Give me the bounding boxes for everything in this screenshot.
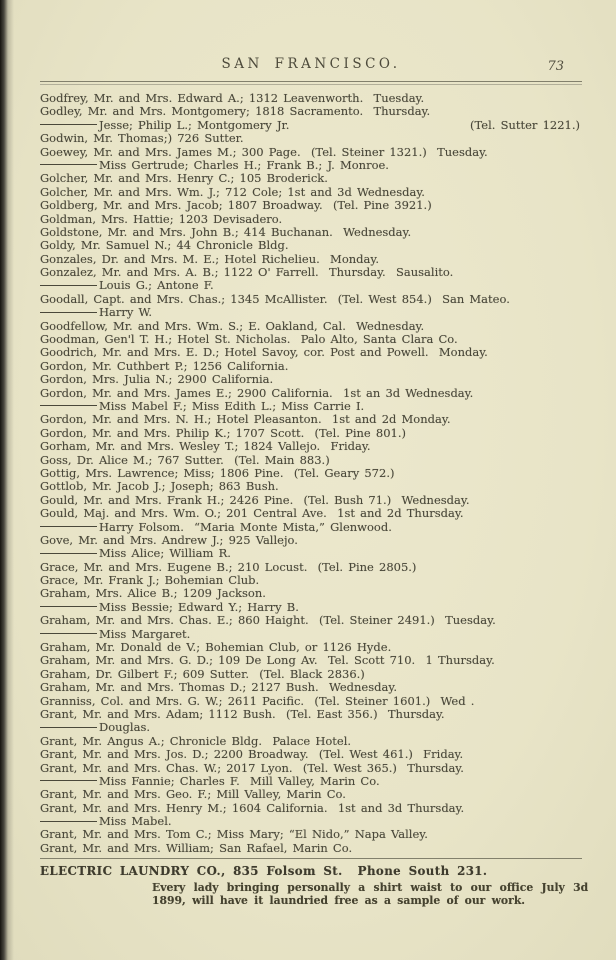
entry-text: Gordon, Mr. and Mrs. James E.; 2900 California. 1st an 3d Wednesday. <box>40 385 474 400</box>
directory-entry <box>40 92 582 105</box>
ditto-dash <box>40 405 97 406</box>
entry-text: Goodrich, Mr. and Mrs. E. D.; Hotel Savoy, cor. Post and Powell. Monday. <box>40 345 488 360</box>
directory-entry <box>40 413 582 426</box>
directory-entry <box>40 815 582 828</box>
directory-entry <box>40 373 582 386</box>
directory-entry <box>40 748 582 761</box>
entry-text: Grant, Mr. and Mrs. Geo. F.; Mill Valley, Marin Co. <box>40 787 346 802</box>
directory-entry <box>40 159 582 172</box>
ad-body-line-2: 1899, will have it laundried free as a sample of our work. <box>152 894 526 908</box>
directory-entry <box>40 587 582 600</box>
footer-rule <box>40 858 582 859</box>
entry-text: Graham, Mr. and Mrs. G. D.; 109 De Long Av. Tel. Scott 710. 1 Thursday. <box>40 653 495 668</box>
directory-entry <box>40 253 582 266</box>
entry-text: Miss Mabel F.; Miss Edith L.; Miss Carrie I. <box>40 399 364 413</box>
entry-text: Graham, Mr. and Mrs. Chas. E.; 860 Haight. (Tel. Steiner 2491.) Tuesday. <box>40 613 496 628</box>
entry-text: Graham, Dr. Gilbert F.; 609 Sutter. (Tel. Black 2836.) <box>40 666 365 681</box>
scan-edge-shadow <box>0 0 14 960</box>
entry-text: Douglas. <box>40 720 150 734</box>
page <box>40 56 589 908</box>
ditto-dash <box>40 606 97 607</box>
directory-entry <box>40 454 582 467</box>
page-number: 73 <box>547 59 564 74</box>
directory-entry <box>40 614 582 627</box>
ditto-dash <box>40 821 97 822</box>
ditto-dash <box>40 164 97 165</box>
entry-text: Miss Gertrude; Charles H.; Frank B.; J. Monroe. <box>40 158 389 172</box>
entry-text: Goss, Dr. Alice M.; 767 Sutter. (Tel. Main 883.) <box>40 452 330 467</box>
directory-entry <box>40 775 582 788</box>
directory-entry <box>40 534 582 547</box>
entry-telephone: (Tel. Sutter 1221.) <box>470 117 580 132</box>
page-header <box>40 56 582 78</box>
entry-text: Goodman, Gen'l T. H.; Hotel St. Nicholas. Palo Alto, Santa Clara Co. <box>40 332 458 347</box>
entry-text: Grant, Mr. and Mrs. Adam; 1112 Bush. (Tel. East 356.) Thursday. <box>40 706 445 721</box>
directory-entry <box>40 494 582 507</box>
entry-text: Gordon, Mr. and Mrs. N. H.; Hotel Pleasanton. 1st and 2d Monday. <box>40 412 451 427</box>
entry-text: Gordon, Mr. and Mrs. Philip K.; 1707 Scott. (Tel. Pine 801.) <box>40 425 406 440</box>
entry-text: Graham, Mrs. Alice B.; 1209 Jackson. <box>40 586 266 601</box>
directory-entry <box>40 132 582 145</box>
entry-text: Miss Mabel. <box>40 814 172 828</box>
entry-text: Gould, Mr. and Mrs. Frank H.; 2426 Pine. (Tel. Bush 71.) Wednesday. <box>40 492 470 507</box>
entry-text: Grant, Mr. and Mrs. Jos. D.; 2200 Broadway. (Tel. West 461.) Friday. <box>40 747 464 762</box>
entry-text: Miss Margaret. <box>40 627 190 641</box>
directory-entry <box>40 681 582 694</box>
directory-entry <box>40 199 582 212</box>
directory-entry <box>40 654 582 667</box>
entry-text: Gonzalez, Mr. and Mrs. A. B.; 1122 O' Farrell. Thursday. Sausalito. <box>40 265 454 280</box>
directory-entry <box>40 547 582 560</box>
ditto-dash <box>40 285 97 286</box>
entry-text: Graham, Mr. Donald de V.; Bohemian Club, or 1126 Hyde. <box>40 640 392 655</box>
ditto-dash <box>40 312 97 313</box>
entry-text: Harry W. <box>40 305 152 319</box>
directory-entry <box>40 266 582 279</box>
directory-entry <box>40 480 582 493</box>
directory-entry <box>40 842 582 855</box>
entry-text: Gonzales, Dr. and Mrs. M. E.; Hotel Richelieu. Monday. <box>40 251 380 266</box>
directory-entry <box>40 507 582 520</box>
entry-text: Gove, Mr. and Mrs. Andrew J.; 925 Vallejo. <box>40 532 298 547</box>
ditto-dash <box>40 526 97 527</box>
entry-text: Gottlob, Mr. Jacob J.; Joseph; 863 Bush. <box>40 479 279 494</box>
entry-text: Goodfellow, Mr. and Mrs. Wm. S.; E. Oakland, Cal. Wednesday. <box>40 318 425 333</box>
directory-entry <box>40 320 582 333</box>
entry-text: Goldstone, Mr. and Mrs. John B.; 414 Buchanan. Wednesday. <box>40 224 412 239</box>
directory-entry <box>40 293 582 306</box>
entry-text: Godwin, Mr. Thomas;) 726 Sutter. <box>40 131 244 146</box>
directory-entry <box>40 788 582 801</box>
directory-entry <box>40 213 582 226</box>
ad-body-line-1: Every lady bringing personally a shirt waist to our office July 3d <box>152 881 589 895</box>
ditto-dash <box>40 727 97 728</box>
ad-company-line: ELECTRIC LAUNDRY CO., 835 Folsom St. Phone South 231. <box>40 864 488 879</box>
entry-text: Miss Bessie; Edward Y.; Harry B. <box>40 600 299 614</box>
directory-entry <box>40 239 582 252</box>
entry-text: Grant, Mr. and Mrs. Chas. W.; 2017 Lyon. (Tel. West 365.) Thursday. <box>40 760 464 775</box>
directory-entry <box>40 279 582 292</box>
directory-entry <box>40 186 582 199</box>
directory-entry <box>40 561 582 574</box>
directory-entry <box>40 387 582 400</box>
directory-entry <box>40 721 582 734</box>
page-title: SAN FRANCISCO. <box>221 56 401 72</box>
directory-entry <box>40 440 582 453</box>
entry-text: Goodall, Capt. and Mrs. Chas.; 1345 McAllister. (Tel. West 854.) San Mateo. <box>40 291 510 306</box>
entry-text: Graham, Mr. and Mrs. Thomas D.; 2127 Bush. Wednesday. <box>40 680 397 695</box>
directory-entry <box>40 828 582 841</box>
entry-text: Gordon, Mrs. Julia N.; 2900 California. <box>40 372 274 387</box>
directory-entry <box>40 641 582 654</box>
directory-entry <box>40 427 582 440</box>
entry-text: Goewey, Mr. and Mrs. James M.; 300 Page. (Tel. Steiner 1321.) Tuesday. <box>40 144 488 159</box>
entry-text: Gorham, Mr. and Mrs. Wesley T.; 1824 Vallejo. Friday. <box>40 439 371 454</box>
ditto-dash <box>40 124 97 125</box>
entry-text: Gordon, Mr. Cuthbert P.; 1256 California. <box>40 358 289 373</box>
entry-text: Grace, Mr. and Mrs. Eugene B.; 210 Locust. (Tel. Pine 2805.) <box>40 559 417 574</box>
directory-list <box>40 92 582 855</box>
entry-text: Goldberg, Mr. and Mrs. Jacob; 1807 Broadway. (Tel. Pine 3921.) <box>40 198 432 213</box>
directory-entry <box>40 333 582 346</box>
directory-entry <box>40 360 582 373</box>
directory-entry <box>40 601 582 614</box>
directory-entry <box>40 762 582 775</box>
directory-entry <box>40 467 582 480</box>
directory-entry <box>40 119 582 132</box>
entry-text: Granniss, Col. and Mrs. G. W.; 2611 Pacific. (Tel. Steiner 1601.) Wed . <box>40 693 475 708</box>
directory-entry <box>40 521 582 534</box>
entry-text: Grant, Mr. and Mrs. Henry M.; 1604 California. 1st and 3d Thursday. <box>40 800 465 815</box>
entry-text: Miss Fannie; Charles F. Mill Valley, Marin Co. <box>40 774 380 788</box>
entry-text: Goldy, Mr. Samuel N.; 44 Chronicle Bldg. <box>40 238 289 253</box>
entry-text: Godley, Mr. and Mrs. Montgomery; 1818 Sacramento. Thursday. <box>40 104 431 119</box>
entry-text: Harry Folsom. “Maria Monte Mista,” Glenwood. <box>40 520 392 534</box>
directory-entry <box>40 695 582 708</box>
directory-entry <box>40 172 582 185</box>
directory-entry <box>40 105 582 118</box>
entry-text: Gould, Maj. and Mrs. Wm. O.; 201 Central Ave. 1st and 2d Thursday. <box>40 506 464 521</box>
directory-entry <box>40 802 582 815</box>
directory-entry <box>40 628 582 641</box>
header-rule <box>40 81 582 85</box>
directory-entry <box>40 400 582 413</box>
entry-text: Grant, Mr. and Mrs. William; San Rafael, Marin Co. <box>40 840 353 855</box>
entry-text: Jesse; Philip L.; Montgomery Jr. <box>40 119 289 132</box>
directory-entry <box>40 146 582 159</box>
directory-entry <box>40 574 582 587</box>
directory-entry <box>40 306 582 319</box>
ditto-dash <box>40 633 97 634</box>
entry-text: Godfrey, Mr. and Mrs. Edward A.; 1312 Leavenworth. Tuesday. <box>40 91 425 105</box>
directory-entry <box>40 668 582 681</box>
directory-entry <box>40 708 582 721</box>
directory-entry <box>40 226 582 239</box>
entry-text: Grant, Mr. and Mrs. Tom C.; Miss Mary; “El Nido,” Napa Valley. <box>40 827 428 842</box>
directory-entry <box>40 346 582 359</box>
entry-text: Golcher, Mr. and Mrs. Henry C.; 105 Broderick. <box>40 171 328 186</box>
entry-text: Golcher, Mr. and Mrs. Wm. J.; 712 Cole; 1st and 3d Wednesday. <box>40 184 425 199</box>
entry-text: Gottig, Mrs. Lawrence; Miss; 1806 Pine. (Tel. Geary 572.) <box>40 465 395 480</box>
directory-entry <box>40 735 582 748</box>
entry-text: Miss Alice; William R. <box>40 546 231 560</box>
ditto-dash <box>40 553 97 554</box>
entry-text: Grant, Mr. Angus A.; Chronicle Bldg. Palace Hotel. <box>40 733 352 748</box>
entry-text: Grace, Mr. Frank J.; Bohemian Club. <box>40 573 260 588</box>
entry-text: Louis G.; Antone F. <box>40 278 214 292</box>
entry-text: Goldman, Mrs. Hattie; 1203 Devisadero. <box>40 211 283 226</box>
ditto-dash <box>40 780 97 781</box>
